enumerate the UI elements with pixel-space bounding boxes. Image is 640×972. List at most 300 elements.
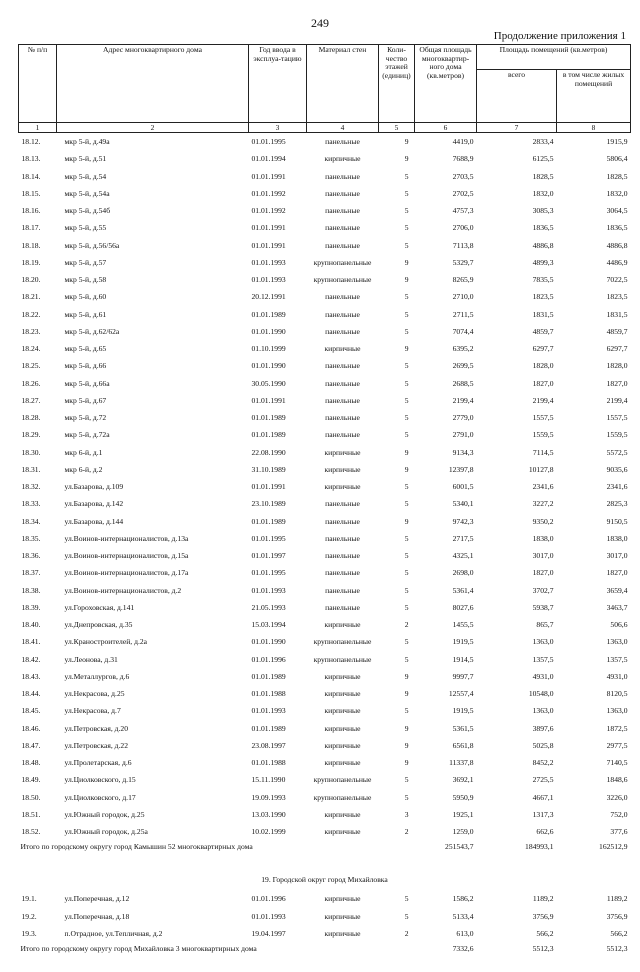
row-number: 18.22. [19,306,57,323]
row-premises-all: 865,7 [477,616,557,633]
row-total-area: 8027,6 [415,599,477,616]
row-residential: 1832,0 [557,185,631,202]
column-number: 5 [379,123,415,133]
row-total-area: 2699,5 [415,357,477,374]
row-material: панельные [307,513,379,530]
row-floors: 5 [379,564,415,581]
row-number: 18.34. [19,513,57,530]
section-title: 19. Городской округ город Михайловка [19,870,631,890]
row-address: ул.Некрасова, д.7 [57,702,249,719]
row-material: кирпичные [307,720,379,737]
row-premises-all: 7114,5 [477,444,557,461]
row-material: кирпичные [307,685,379,702]
row-total-area: 5133,4 [415,908,477,925]
table-row [19,271,631,288]
row-year: 01.01.1996 [249,890,307,907]
row-year: 01.01.1997 [249,547,307,564]
row-total-area: 2703,5 [415,168,477,185]
row-address: ул.Воинов-интернационалистов, д.2 [57,582,249,599]
row-floors: 9 [379,513,415,530]
row-residential: 1363,0 [557,702,631,719]
row-floors: 5 [379,202,415,219]
row-total-area: 7113,8 [415,237,477,254]
row-address: ул.Петровская, д.22 [57,737,249,754]
row-floors: 9 [379,133,415,151]
total-label: Итого по городскому округу город Камышин 52 многоквартирных дома [19,840,415,870]
row-residential: 3463,7 [557,599,631,616]
column-number: 2 [57,123,249,133]
column-number-row [19,123,631,133]
row-material: крупнопанельные [307,771,379,788]
row-number: 18.32. [19,478,57,495]
row-residential: 4486,9 [557,254,631,271]
row-address: ул.Гороховская, д.141 [57,599,249,616]
row-material: кирпичные [307,444,379,461]
row-floors: 5 [379,392,415,409]
table-row [19,513,631,530]
row-material: панельные [307,323,379,340]
column-number: 3 [249,123,307,133]
row-floors: 9 [379,271,415,288]
row-total-area: 1919,5 [415,702,477,719]
row-year: 23.08.1997 [249,737,307,754]
row-year: 01.01.1988 [249,685,307,702]
table-row [19,185,631,202]
row-address: ул.Леонова, д.31 [57,651,249,668]
row-number: 18.45. [19,702,57,719]
row-year: 01.01.1995 [249,133,307,151]
row-address: ул.Южный городок, д.25а [57,823,249,840]
row-material: панельные [307,306,379,323]
row-material: крупнопанельные [307,651,379,668]
row-number: 18.15. [19,185,57,202]
row-year: 01.01.1993 [249,582,307,599]
row-address: ул.Воинов-интернационалистов, д.15а [57,547,249,564]
row-total-area: 2779,0 [415,409,477,426]
row-floors: 5 [379,582,415,599]
row-premises-all: 5025,8 [477,737,557,754]
row-address: мкр 6-й, д.1 [57,444,249,461]
row-address: мкр 6-й, д.2 [57,461,249,478]
row-number: 18.47. [19,737,57,754]
row-number: 18.48. [19,754,57,771]
row-residential: 3017,0 [557,547,631,564]
row-total-area: 1925,1 [415,806,477,823]
header-premises-area: Площадь помещений (кв.метров) [477,45,631,70]
row-total-area: 4757,3 [415,202,477,219]
row-residential: 1828,0 [557,357,631,374]
table-row [19,564,631,581]
row-total-area: 5340,1 [415,495,477,512]
table-row [19,823,631,840]
row-total-area: 5950,9 [415,789,477,806]
row-premises-all: 7835,5 [477,271,557,288]
row-residential: 4886,8 [557,237,631,254]
row-residential: 1872,5 [557,720,631,737]
row-material: кирпичные [307,150,379,167]
row-address: ул.Воинов-интернационалистов, д.13а [57,530,249,547]
row-floors: 9 [379,737,415,754]
row-number: 18.41. [19,633,57,650]
row-year: 13.03.1990 [249,806,307,823]
table-row [19,806,631,823]
row-material: панельные [307,564,379,581]
row-material: панельные [307,375,379,392]
table-row [19,426,631,443]
row-number: 18.30. [19,444,57,461]
row-floors: 5 [379,168,415,185]
housing-table-wrapper [18,44,630,972]
row-floors: 9 [379,461,415,478]
table-row [19,392,631,409]
row-premises-all: 6297,7 [477,340,557,357]
row-number: 18.40. [19,616,57,633]
table-row [19,668,631,685]
row-floors: 9 [379,340,415,357]
row-premises-all: 3756,9 [477,908,557,925]
row-residential: 1827,0 [557,564,631,581]
row-material: панельные [307,357,379,374]
row-material: кирпичные [307,340,379,357]
table-row [19,254,631,271]
row-number: 18.25. [19,357,57,374]
row-material: кирпичные [307,890,379,907]
row-material: панельные [307,392,379,409]
row-address: мкр 5-й, д.57 [57,254,249,271]
row-floors: 2 [379,823,415,840]
column-number: 7 [477,123,557,133]
row-address: мкр 5-й, д.60 [57,288,249,305]
row-year: 15.11.1990 [249,771,307,788]
header-floors: Коли-чество этажей (единиц) [379,45,415,123]
row-year: 01.01.1988 [249,754,307,771]
row-residential: 1836,5 [557,219,631,236]
row-material: крупнопанельные [307,254,379,271]
row-total-area: 9742,3 [415,513,477,530]
row-material: кирпичные [307,668,379,685]
row-floors: 5 [379,530,415,547]
row-year: 01.01.1990 [249,633,307,650]
row-number: 18.36. [19,547,57,564]
row-address: ул.Пролетарская, д.6 [57,754,249,771]
row-address: ул.Воинов-интернационалистов, д.17а [57,564,249,581]
row-number: 18.37. [19,564,57,581]
row-material: панельные [307,547,379,564]
row-year: 01.01.1991 [249,237,307,254]
total-row-mikhailovka [19,942,631,972]
row-premises-all: 4899,3 [477,254,557,271]
row-address: ул.Некрасова, д.25 [57,685,249,702]
row-number: 18.49. [19,771,57,788]
row-floors: 9 [379,754,415,771]
row-premises-all: 1317,3 [477,806,557,823]
row-premises-all: 2199,4 [477,392,557,409]
row-residential: 3659,4 [557,582,631,599]
row-total-area: 2717,5 [415,530,477,547]
table-row [19,547,631,564]
row-premises-all: 3085,3 [477,202,557,219]
row-number: 18.50. [19,789,57,806]
row-number: 19.2. [19,908,57,925]
row-number: 18.33. [19,495,57,512]
row-premises-all: 1831,5 [477,306,557,323]
row-premises-all: 1827,0 [477,564,557,581]
row-floors: 9 [379,685,415,702]
row-material: панельные [307,237,379,254]
row-material: панельные [307,288,379,305]
row-premises-all: 3227,2 [477,495,557,512]
row-premises-all: 3897,6 [477,720,557,737]
row-number: 18.52. [19,823,57,840]
table-row [19,702,631,719]
row-number: 19.1. [19,890,57,907]
row-number: 19.3. [19,925,57,942]
row-floors: 5 [379,237,415,254]
table-row [19,357,631,374]
row-floors: 5 [379,495,415,512]
row-premises-all: 566,2 [477,925,557,942]
row-total-area: 2710,0 [415,288,477,305]
row-address: мкр 5-й, д.67 [57,392,249,409]
row-total-area: 6001,5 [415,478,477,495]
row-material: крупнопанельные [307,633,379,650]
total-residential: 162512,9 [557,840,631,870]
row-address: ул.Циолковского, д.17 [57,789,249,806]
row-address: ул.Базарова, д.144 [57,513,249,530]
row-premises-all: 1828,0 [477,357,557,374]
row-address: мкр 5-й, д.66а [57,375,249,392]
row-total-area: 5361,4 [415,582,477,599]
total-area: 7332,6 [415,942,477,972]
row-number: 18.14. [19,168,57,185]
row-floors: 5 [379,789,415,806]
row-address: ул.Поперечная, д.12 [57,890,249,907]
row-residential: 1823,5 [557,288,631,305]
column-number: 1 [19,123,57,133]
row-floors: 5 [379,185,415,202]
row-premises-all: 1838,0 [477,530,557,547]
row-address: ул.Базарова, д.142 [57,495,249,512]
row-year: 01.01.1994 [249,150,307,167]
table-row [19,789,631,806]
row-number: 18.51. [19,806,57,823]
row-total-area: 11337,8 [415,754,477,771]
row-year: 19.09.1993 [249,789,307,806]
row-material: кирпичные [307,823,379,840]
row-total-area: 12397,8 [415,461,477,478]
row-residential: 2341,6 [557,478,631,495]
row-address: мкр 5-й, д.54а [57,185,249,202]
row-floors: 5 [379,478,415,495]
row-residential: 1827,0 [557,375,631,392]
row-residential: 1848,6 [557,771,631,788]
row-material: панельные [307,185,379,202]
row-total-area: 5361,5 [415,720,477,737]
table-row [19,908,631,925]
row-total-area: 8265,9 [415,271,477,288]
total-label: Итого по городскому округу город Михайловка 3 многоквартирных дома [19,942,415,972]
table-row [19,599,631,616]
row-number: 18.21. [19,288,57,305]
row-premises-all: 2725,5 [477,771,557,788]
row-year: 22.08.1990 [249,444,307,461]
row-residential: 4931,0 [557,668,631,685]
row-total-area: 9134,3 [415,444,477,461]
row-year: 01.01.1991 [249,478,307,495]
row-number: 18.39. [19,599,57,616]
row-material: панельные [307,133,379,151]
row-address: мкр 5-й, д.61 [57,306,249,323]
row-total-area: 2791,0 [415,426,477,443]
row-year: 01.01.1995 [249,564,307,581]
row-residential: 1363,0 [557,633,631,650]
row-total-area: 2199,4 [415,392,477,409]
row-number: 18.46. [19,720,57,737]
row-premises-all: 4667,1 [477,789,557,806]
row-material: панельные [307,582,379,599]
row-address: мкр 5-й, д.51 [57,150,249,167]
row-floors: 2 [379,925,415,942]
row-residential: 1557,5 [557,409,631,426]
row-material: панельные [307,202,379,219]
row-premises-all: 1363,0 [477,633,557,650]
row-year: 20.12.1991 [249,288,307,305]
table-row [19,306,631,323]
row-number: 18.31. [19,461,57,478]
table-row [19,495,631,512]
row-number: 18.19. [19,254,57,271]
row-address: мкр 5-й, д.55 [57,219,249,236]
row-residential: 7140,5 [557,754,631,771]
table-row [19,444,631,461]
row-number: 18.43. [19,668,57,685]
row-total-area: 2702,5 [415,185,477,202]
row-year: 01.01.1990 [249,323,307,340]
row-number: 18.28. [19,409,57,426]
header-address: Адрес многоквартирного дома [57,45,249,123]
row-address: мкр 5-й, д.54б [57,202,249,219]
row-residential: 506,6 [557,616,631,633]
row-total-area: 2698,0 [415,564,477,581]
row-residential: 2825,3 [557,495,631,512]
row-premises-all: 662,6 [477,823,557,840]
table-row [19,771,631,788]
row-total-area: 6561,8 [415,737,477,754]
row-total-area: 1259,0 [415,823,477,840]
row-residential: 1828,5 [557,168,631,185]
row-material: панельные [307,530,379,547]
row-total-area: 9997,7 [415,668,477,685]
row-year: 01.10.1999 [249,340,307,357]
row-premises-all: 2833,4 [477,133,557,151]
row-number: 18.23. [19,323,57,340]
header-num: № п/п [19,45,57,123]
row-residential: 6297,7 [557,340,631,357]
row-total-area: 4325,1 [415,547,477,564]
row-year: 01.01.1995 [249,530,307,547]
table-row [19,633,631,650]
row-premises-all: 3702,7 [477,582,557,599]
row-material: кирпичные [307,478,379,495]
row-year: 01.01.1992 [249,202,307,219]
row-material: панельные [307,409,379,426]
row-residential: 5572,5 [557,444,631,461]
row-residential: 1357,5 [557,651,631,668]
row-total-area: 7688,9 [415,150,477,167]
row-address: мкр 5-й, д.72 [57,409,249,426]
table-row [19,375,631,392]
row-total-area: 6395,2 [415,340,477,357]
table-row [19,133,631,151]
table-row [19,530,631,547]
page-number: 249 [0,16,640,31]
row-floors: 5 [379,306,415,323]
row-premises-all: 4859,7 [477,323,557,340]
row-number: 18.17. [19,219,57,236]
row-premises-all: 1836,5 [477,219,557,236]
row-residential: 1838,0 [557,530,631,547]
row-material: кирпичные [307,461,379,478]
row-address: мкр 5-й, д.65 [57,340,249,357]
header-total-area: Общая площадь многоквартир-ного дома (кв.метров) [415,45,477,123]
row-number: 18.24. [19,340,57,357]
row-year: 10.02.1999 [249,823,307,840]
row-residential: 566,2 [557,925,631,942]
row-number: 18.42. [19,651,57,668]
row-total-area: 1914,5 [415,651,477,668]
row-address: ул.Днепровская, д.35 [57,616,249,633]
row-floors: 9 [379,254,415,271]
row-total-area: 12557,4 [415,685,477,702]
row-address: мкр 5-й, д.56/56а [57,237,249,254]
row-material: панельные [307,168,379,185]
row-year: 01.01.1992 [249,185,307,202]
row-premises-all: 1828,5 [477,168,557,185]
column-number: 8 [557,123,631,133]
table-row [19,720,631,737]
row-floors: 5 [379,409,415,426]
row-year: 01.01.1990 [249,357,307,374]
row-residential: 5806,4 [557,150,631,167]
row-residential: 752,0 [557,806,631,823]
row-number: 18.27. [19,392,57,409]
row-address: ул.Базарова, д.109 [57,478,249,495]
header-residential: в том числе жилых помещений [557,70,631,123]
row-address: ул.Циолковского, д.15 [57,771,249,788]
row-premises-all: 1357,5 [477,651,557,668]
row-material: кирпичные [307,908,379,925]
row-floors: 9 [379,444,415,461]
table-row [19,237,631,254]
row-total-area: 613,0 [415,925,477,942]
table-row [19,925,631,942]
row-premises-all: 10548,0 [477,685,557,702]
row-total-area: 2706,0 [415,219,477,236]
row-material: кирпичные [307,737,379,754]
row-total-area: 1586,2 [415,890,477,907]
row-premises-all: 1557,5 [477,409,557,426]
row-total-area: 3692,1 [415,771,477,788]
row-number: 18.12. [19,133,57,151]
row-floors: 5 [379,357,415,374]
row-residential: 3756,9 [557,908,631,925]
row-total-area: 5329,7 [415,254,477,271]
table-row [19,582,631,599]
row-premises-all: 1827,0 [477,375,557,392]
row-address: мкр 5-й, д.66 [57,357,249,374]
row-material: панельные [307,599,379,616]
table-row [19,409,631,426]
